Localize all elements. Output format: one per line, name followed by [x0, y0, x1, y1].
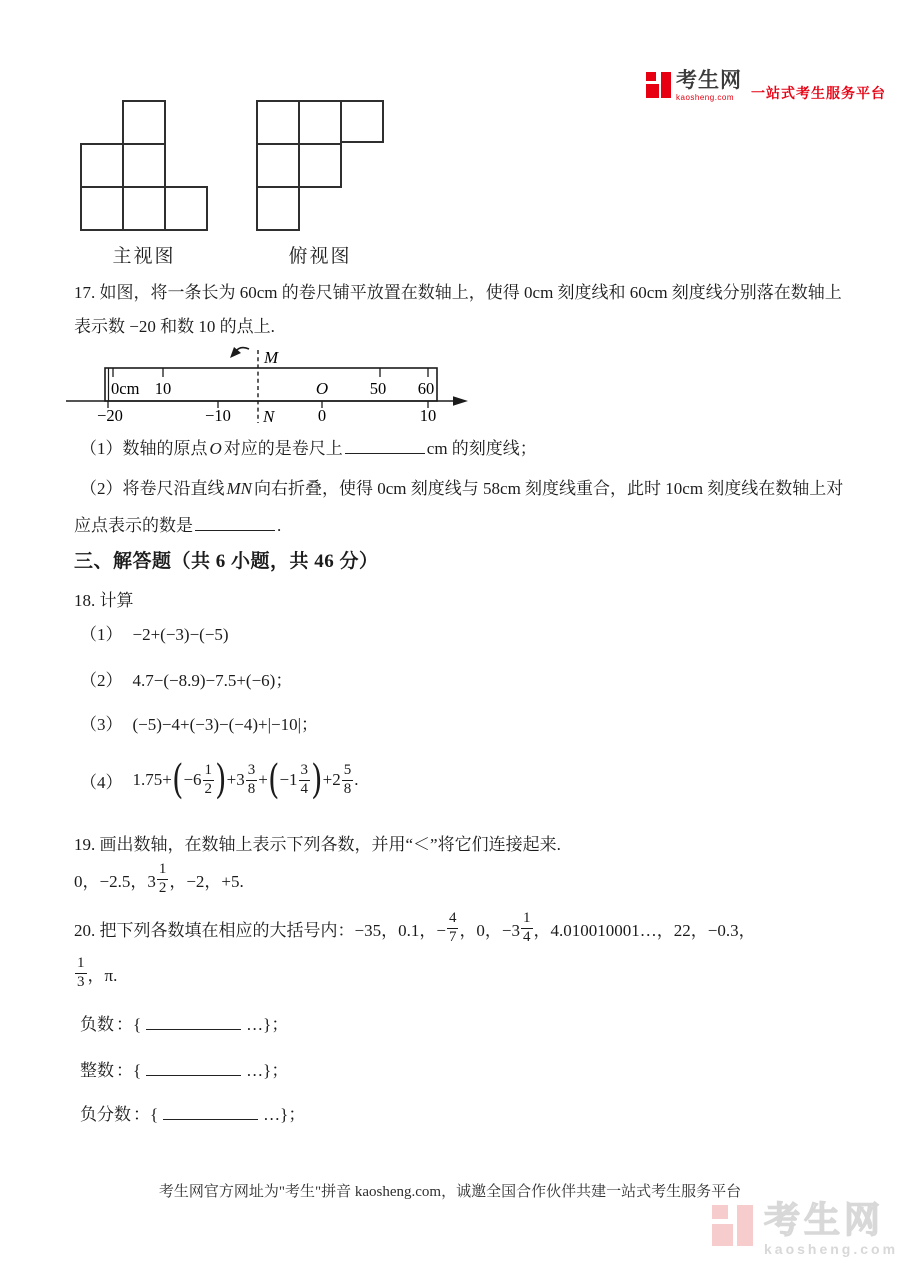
fraction: $\frac{1}{2}$	[158, 860, 167, 896]
q17-part2-line1	[80, 474, 843, 499]
q20-text: ，0，−3	[459, 920, 521, 940]
kaosheng-watermark	[712, 1199, 899, 1257]
q17-part2-end: .	[277, 516, 282, 535]
logo-block	[646, 84, 659, 98]
brand-domain: kaosheng.com	[676, 93, 735, 102]
logo-block	[712, 1224, 733, 1246]
kaosheng-watermark-logo-icon	[712, 1202, 756, 1252]
tape-label-50: 50	[369, 379, 387, 398]
question-20-line1	[74, 906, 756, 950]
watermark-text	[764, 1199, 899, 1257]
open-paren: (	[268, 757, 280, 803]
fraction: $\frac{4}{7}$	[448, 909, 457, 945]
question-17-text	[74, 276, 842, 344]
q18-item1-label: （1）	[80, 625, 123, 644]
q18-item4-term: +	[258, 770, 268, 789]
question-20-line2	[74, 952, 117, 994]
tape-label-10: 10	[154, 379, 172, 398]
fraction: $\frac{3}{8}$	[247, 761, 256, 797]
q17-part1-var: O	[209, 439, 222, 458]
kaosheng-logo-icon	[646, 70, 672, 100]
q18-item4-term: 1.75+	[132, 770, 172, 789]
answer-blank	[146, 1059, 241, 1076]
q17-part1-post: cm 的刻度线；	[426, 439, 537, 458]
watermark-brand: 考生网	[764, 1199, 885, 1240]
brand-tagline: 一站式考生服务平台	[751, 85, 886, 101]
logo-block	[737, 1205, 753, 1246]
q19-numbers-text: ，−2，+5.	[169, 871, 244, 891]
q19-numbers-text: 0，−2.5，3	[74, 871, 156, 891]
tape-label-0cm: 0cm	[111, 379, 140, 398]
brace-open: ：{	[116, 1015, 142, 1034]
q20-text: ，π.	[87, 965, 118, 985]
brace-open: ：{	[116, 1061, 142, 1080]
category-label: 负数	[80, 1015, 114, 1034]
fraction: $\frac{3}{4}$	[300, 761, 309, 797]
category-label: 整数	[80, 1061, 114, 1080]
logo-block	[646, 72, 656, 81]
q17-part2-var: MN	[226, 479, 252, 498]
q18-item2-label: （2）	[80, 671, 123, 690]
brace-open: ：{	[133, 1105, 159, 1124]
kaosheng-header-logo	[646, 70, 886, 103]
q20-text: ，4.010010001…，22，−0.3，	[533, 920, 756, 940]
front-view-grid	[80, 100, 208, 232]
top-view-figure-block	[256, 100, 384, 268]
q17-part1	[80, 434, 537, 459]
answer-blank	[163, 1103, 258, 1120]
brand-name: 考生网	[676, 69, 742, 92]
axis-label-10: 10	[419, 406, 437, 425]
q19-numbers	[74, 858, 244, 900]
tape-label-60: 60	[417, 379, 435, 398]
q18-item3-expr: (−5)−4+(−3)−(−4)+|−10|；	[132, 715, 318, 734]
section-3-heading: 三、解答题（共 6 小题，共 46 分）	[74, 551, 379, 572]
number-line-diagram	[60, 344, 480, 428]
question-19-title: 19. 画出数轴，在数轴上表示下列各数，并用“＜”将它们连接起来.	[74, 835, 561, 854]
q18-item4-term: +3	[226, 770, 245, 789]
brace-close: …}；	[246, 1061, 289, 1080]
q17-part1-pre: （1）数轴的原点	[80, 439, 208, 458]
answer-blank	[146, 1013, 241, 1030]
answer-blank	[345, 437, 425, 454]
close-paren: )	[215, 757, 227, 803]
q17-part2-line2	[74, 509, 281, 543]
logo-block	[712, 1205, 728, 1219]
q18-item4-int: −6	[183, 770, 202, 789]
answer-blank	[195, 514, 275, 531]
top-view-grid	[256, 100, 384, 232]
front-view-figure-block	[80, 100, 208, 268]
q18-item2-expr: 4.7−(−8.9)−7.5+(−6)；	[132, 671, 293, 690]
top-view-label: 俯视图	[288, 246, 352, 267]
category-row-integer	[80, 1056, 288, 1081]
brace-close: …}；	[246, 1015, 289, 1034]
q18-item1	[80, 620, 229, 645]
axis-label-minus20: −20	[97, 406, 123, 425]
q18-item4-int: −1	[279, 770, 298, 789]
fraction: $\frac{5}{8}$	[343, 761, 352, 797]
q17-part2-pre: （2）将卷尺沿直线	[80, 479, 225, 498]
close-paren: )	[311, 757, 323, 803]
q18-item4-label: （4）	[80, 772, 123, 792]
q20-text: 20. 把下列各数填在相应的大括号内：−35，0.1，−	[74, 920, 446, 940]
q17-part2-mid: 向右折叠，使得 0cm 刻度线与 58cm 刻度线重合，此时 10cm 刻度线在数轴上对	[254, 479, 844, 498]
brace-close: …}；	[263, 1105, 306, 1124]
fold-label-N: N	[263, 407, 275, 426]
fold-label-M: M	[264, 348, 279, 367]
fraction: $\frac{1}{2}$	[204, 761, 213, 797]
question-18-title: 18. 计算	[74, 591, 134, 610]
q18-item1-expr: −2+(−3)−(−5)	[132, 625, 229, 644]
logo-block	[661, 72, 671, 98]
q18-item4-term: +2	[322, 770, 341, 789]
q18-item4	[80, 756, 359, 804]
axis-arrow-icon	[453, 396, 468, 405]
axis-label-0: 0	[317, 406, 327, 425]
category-row-negative	[80, 1010, 288, 1035]
fraction: $\frac{1}{3}$	[77, 954, 85, 990]
watermark-domain: kaosheng.com	[764, 1241, 899, 1257]
q18-item4-end: .	[354, 770, 359, 789]
category-label: 负分数	[80, 1105, 131, 1124]
open-paren: (	[172, 757, 184, 803]
q17-line2: 表示数 −20 和数 10 的点上.	[74, 317, 275, 336]
axis-label-minus10: −10	[205, 406, 231, 425]
q17-part2-line2-text: 应点表示的数是	[74, 516, 193, 535]
brand-text	[676, 70, 742, 102]
fraction: $\frac{1}{4}$	[523, 909, 531, 945]
footer-note: 考生网官方网址为"考生"拼音 kaosheng.com，诚邀全国合作伙伴共建一站式考生服务平台	[158, 1184, 742, 1200]
q17-line1: 17. 如图，将一条长为 60cm 的卷尺铺平放置在数轴上，使得 0cm 刻度线和 60cm 刻度线分别落在数轴上	[74, 283, 842, 302]
front-view-label: 主视图	[112, 246, 176, 267]
q18-item3	[80, 710, 318, 735]
q18-item2	[80, 666, 292, 691]
category-row-negative-fraction	[80, 1100, 305, 1125]
origin-label: O	[315, 379, 329, 398]
q17-part1-mid: 对应的是卷尺上	[223, 439, 343, 458]
q18-item3-label: （3）	[80, 715, 123, 734]
